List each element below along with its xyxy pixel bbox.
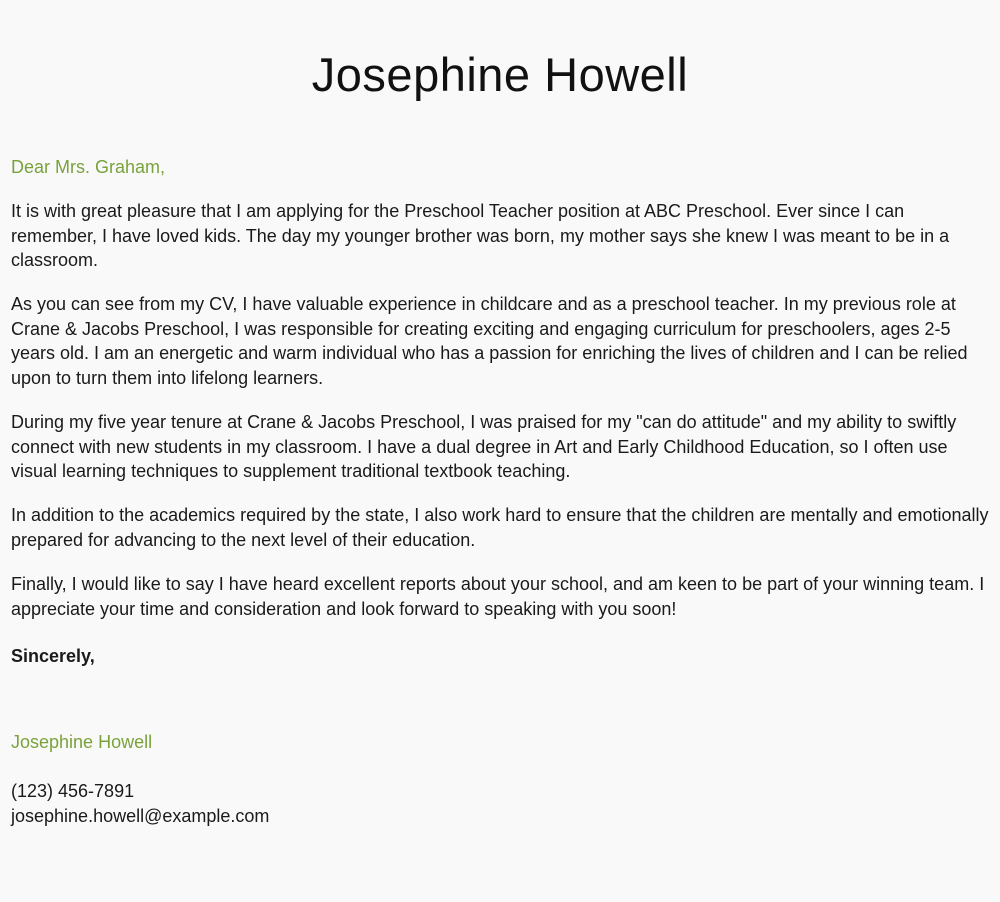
salutation: Dear Mrs. Graham,	[11, 157, 166, 177]
closing: Sincerely,	[11, 646, 95, 666]
paragraph-1: It is with great pleasure that I am applying for the Preschool Teacher position at ABC Preschool. Ever since I can remember, I have loved kids. The day my younger brother was born, my mother says she knew I was meant to be in a classroom.	[11, 201, 950, 271]
page-title: Josephine Howell	[311, 48, 689, 102]
paragraph-4: In addition to the academics required by the state, I also work hard to ensure that the children are mentally and emotionally prepared for advancing to the next level of their education.	[11, 505, 989, 551]
signature-name: Josephine Howell	[11, 732, 153, 752]
paragraph-3: During my five year tenure at Crane & Jacobs Preschool, I was praised for my "can do attitude" and my ability to swiftly connect with new students in my classroom. I have a dual degree in Art and Early Childhood Education, so I often use visual learning techniques to supplement traditional textbook teaching.	[11, 412, 957, 482]
paragraph-2: As you can see from my CV, I have valuable experience in childcare and as a preschool teacher. In my previous role at Crane & Jacobs Preschool, I was responsible for creating exciting and engaging curriculum for preschoolers, ages 2-5 years old. I am an energetic and warm individual who has a passion for enriching the lives of children and I can be relied upon to turn them into lifelong learners.	[11, 294, 968, 389]
email-address: josephine.howell@example.com	[11, 806, 270, 826]
letter-body	[11, 199, 991, 641]
phone-number: (123) 456-7891	[11, 781, 135, 801]
paragraph-5: Finally, I would like to say I have heard excellent reports about your school, and am keen to be part of your winning team. I appreciate your time and consideration and look forward to speaking with you soon!	[11, 574, 985, 619]
contact-info	[11, 779, 269, 829]
